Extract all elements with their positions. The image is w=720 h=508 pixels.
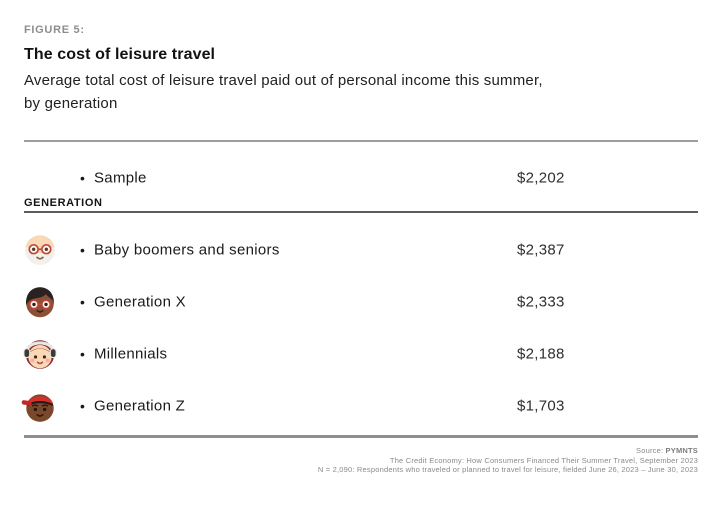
generation-section-label: GENERATION: [24, 197, 103, 209]
footer: [318, 446, 698, 475]
woman-headphones-emoji-icon: [21, 335, 59, 373]
row-label: Millennials: [94, 345, 168, 363]
figure-label: FIGURE 5:: [24, 24, 85, 36]
source-label: Source:: [636, 446, 664, 455]
top-divider: [24, 140, 698, 142]
row-label: Generation Z: [94, 397, 186, 415]
row-label: Baby boomers and seniors: [94, 241, 280, 259]
generation-divider: [24, 211, 698, 213]
boy-red-cap-emoji-icon: [21, 387, 59, 425]
footer-report-line: The Credit Economy: How Consumers Financed Their Summer Travel, September 2023: [389, 455, 698, 465]
bullet: [80, 294, 85, 310]
bullet: [80, 170, 85, 186]
row-label: Generation X: [94, 293, 186, 311]
bullet: [80, 346, 85, 362]
older-man-glasses-emoji-icon: [21, 231, 59, 269]
table-row-baby-boomers: [0, 224, 720, 276]
table-row-generation-z: [0, 380, 720, 432]
footer-sample-line: N = 2,090: Respondents who traveled or planned to travel for leisure, fielded June 26, 2023 – June 30, 2023: [317, 465, 698, 474]
bullet: [80, 398, 85, 414]
figure-subtitle: [24, 69, 604, 115]
row-value: $2,333: [517, 293, 565, 311]
row-label: Sample: [94, 169, 147, 187]
subtitle-line-2: by generation: [24, 95, 118, 112]
source-name: PYMNTS: [665, 446, 698, 455]
bottom-divider: [24, 435, 698, 438]
row-value: $2,387: [517, 241, 565, 259]
table-row-generation-x: [0, 276, 720, 328]
woman-glasses-emoji-icon: [21, 283, 59, 321]
table-row-millennials: [0, 328, 720, 380]
row-value: $1,703: [517, 397, 565, 415]
row-value: $2,188: [517, 345, 565, 363]
bullet: [80, 242, 85, 258]
figure-title: The cost of leisure travel: [24, 46, 216, 63]
footer-source-line: [318, 446, 698, 456]
table-row-sample: [0, 160, 720, 196]
subtitle-line-1: Average total cost of leisure travel paid out of personal income this summer,: [24, 72, 543, 89]
row-value: $2,202: [517, 169, 565, 187]
